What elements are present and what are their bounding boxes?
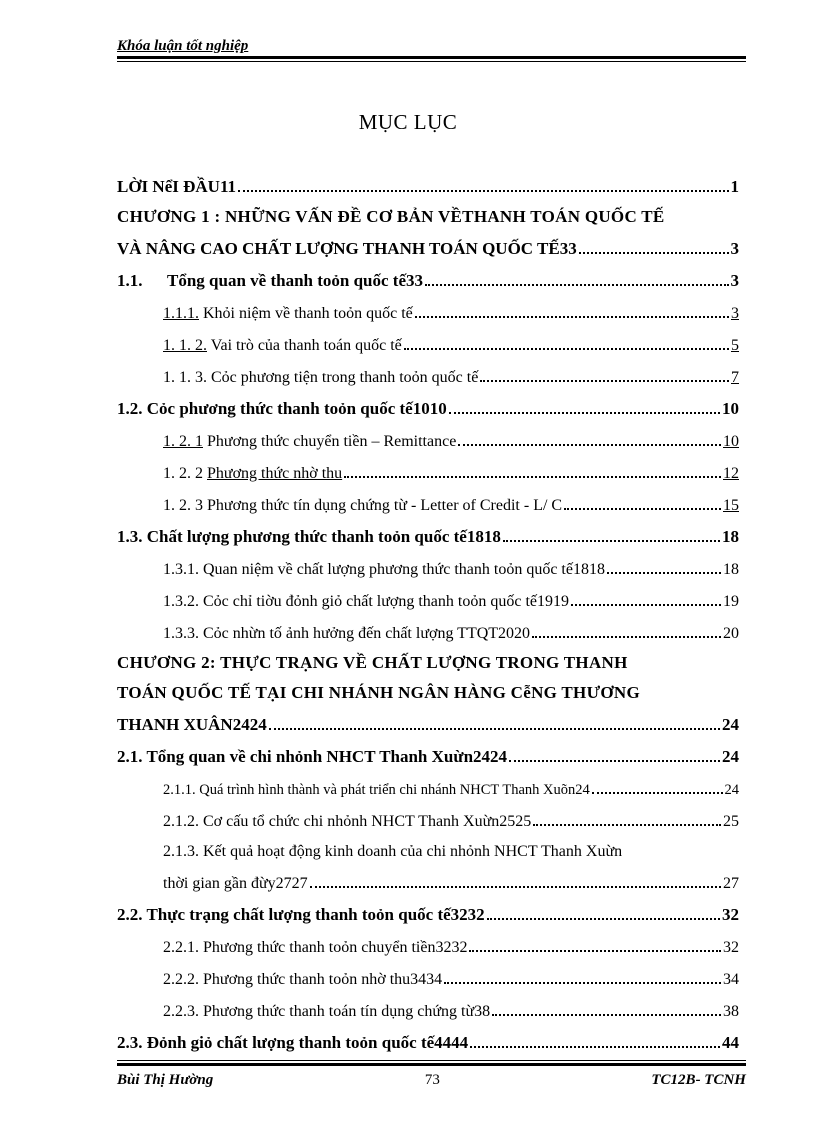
- toc-entry[interactable]: 1.3.1. Quan niệm về chất lượng phương thức thanh toỏn quốc tế1818 18: [163, 561, 739, 578]
- table-of-contents: [117, 165, 739, 1053]
- toc-entry-line: 2.1.3. Kết quả hoạt động kinh doanh của chi nhỏnh NHCT Thanh Xuừn: [163, 843, 623, 860]
- toc-entry[interactable]: 1.2. Cỏc phương thức thanh toỏn quốc tế1010 10: [117, 399, 739, 418]
- toc-entry-line: TOÁN QUỐC TẾ TẠI CHI NHÁNH NGÂN HÀNG CễNG THƯƠNG: [117, 683, 641, 702]
- toc-entry[interactable]: 1. 1. 3. Cỏc phương tiện trong thanh toỏn quốc tế 7: [163, 369, 739, 386]
- header-rule: [117, 56, 746, 64]
- toc-entry[interactable]: 2.1.2. Cơ cấu tổ chức chi nhỏnh NHCT Thanh Xuừn2525 25: [163, 813, 739, 830]
- toc-entry[interactable]: 2.2.2. Phương thức thanh toỏn nhờ thu3434 34: [163, 971, 739, 988]
- page-title: MỤC LỤC: [358, 110, 458, 134]
- toc-entry[interactable]: 1. 2. 1 Phương thức chuyển tiền – Remittance 10: [163, 433, 739, 450]
- toc-entry[interactable]: LỜI NểI ĐẦU11 1: [117, 177, 739, 196]
- toc-entry[interactable]: 1.3. Chất lượng phương thức thanh toỏn quốc tế1818 18: [117, 527, 739, 546]
- toc-entry[interactable]: 1. 1. 2. Vai trò của thanh toán quốc tế 5: [163, 337, 739, 354]
- toc-entry[interactable]: 1.1. Tổng quan về thanh toỏn quốc tế33 3: [117, 271, 739, 290]
- toc-entry[interactable]: 2.1. Tổng quan về chi nhỏnh NHCT Thanh Xuừn2424 24: [117, 747, 739, 766]
- toc-entry[interactable]: 2.2.1. Phương thức thanh toỏn chuyển tiền3232 32: [163, 939, 739, 956]
- footer-class-code: TC12B- TCNH: [651, 1072, 746, 1088]
- toc-entry[interactable]: 2.2. Thực trạng chất lượng thanh toỏn quốc tế3232 32: [117, 905, 739, 924]
- running-header: Khóa luận tốt nghiệp: [117, 38, 249, 54]
- toc-entry-line: CHƯƠNG 2: THỰC TRẠNG VỀ CHẤT LƯỢNG TRONG THANH: [117, 653, 628, 672]
- toc-entry[interactable]: 2.2.3. Phương thức thanh toán tín dụng chứng từ38 38: [163, 1003, 739, 1020]
- toc-entry[interactable]: 1.3.3. Cỏc nhừn tố ảnh hưởng đến chất lượng TTQT2020 20: [163, 625, 739, 642]
- footer-page-number: 73: [424, 1072, 440, 1088]
- toc-entry[interactable]: 1. 2. 2 Phương thức nhờ thu 12: [163, 465, 739, 482]
- footer-author: Bùi Thị Hường: [117, 1072, 214, 1088]
- toc-entry[interactable]: VÀ NÂNG CAO CHẤT LƯỢNG THANH TOÁN QUỐC TẾ33 3: [117, 239, 739, 258]
- footer-rule: [117, 1060, 746, 1066]
- toc-entry[interactable]: 1.3.2. Cỏc chỉ tiờu đỏnh giỏ chất lượng thanh toỏn quốc tế1919 19: [163, 593, 739, 610]
- toc-entry[interactable]: 1. 2. 3 Phương thức tín dụng chứng từ - Letter of Credit - L/ C 15: [163, 497, 739, 514]
- toc-entry[interactable]: THANH XUÂN2424 24: [117, 715, 739, 734]
- toc-entry[interactable]: 2.1.1. Quá trình hình thành và phát triển chi nhánh NHCT Thanh Xuõn24 24: [163, 782, 739, 798]
- toc-entry-line: CHƯƠNG 1 : NHỮNG VẤN ĐỀ CƠ BẢN VỀTHANH TOÁN QUỐC TẾ: [117, 207, 665, 226]
- page-footer: [117, 1060, 746, 1089]
- toc-entry[interactable]: thời gian gần đừy2727 27: [163, 875, 739, 892]
- toc-entry[interactable]: 1.1.1. Khỏi niệm về thanh toỏn quốc tế 3: [163, 305, 739, 322]
- toc-entry[interactable]: 2.3. Đỏnh giỏ chất lượng thanh toỏn quốc tế4444 44: [117, 1033, 739, 1052]
